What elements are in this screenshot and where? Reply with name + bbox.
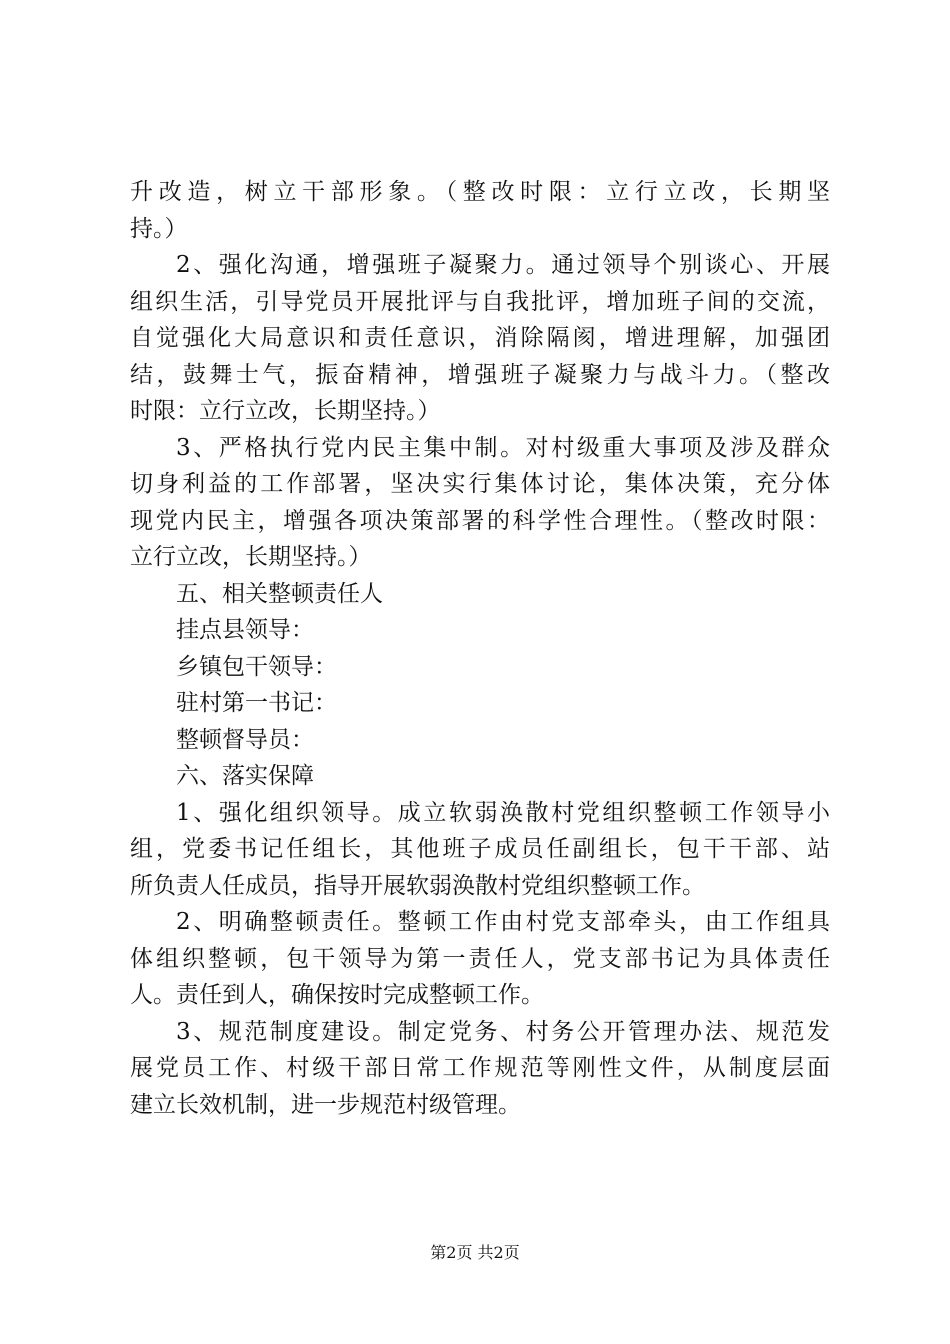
- text-line: 2、强化沟通，增强班子凝聚力。通过领导个别谈心、开展: [176, 252, 830, 278]
- document-body: [130, 174, 830, 1123]
- text-line: 组织生活，引导党员开展批评与自我批评，增加班子间的交流，: [130, 288, 830, 315]
- text-line: 建立长效机制，进一步规范村级管理。: [130, 1091, 521, 1118]
- text-line: 3、严格执行党内民主集中制。对村级重大事项及涉及群众: [176, 434, 830, 461]
- text-line: 升改造，树立干部形象。（整改时限：立行立改，长期坚: [130, 179, 830, 205]
- text-line: 六、落实保障: [176, 763, 314, 789]
- text-line: 乡镇包干领导：: [176, 653, 337, 680]
- text-line: 3、规范制度建设。制定党务、村务公开管理办法、规范发: [176, 1018, 830, 1045]
- text-line: 立行立改，长期坚持。）: [130, 544, 372, 570]
- text-line: 体组织整顿，包干领导为第一责任人，党支部书记为具体责任: [130, 945, 830, 972]
- text-line: 组，党委书记任组长，其他班子成员任副组长，包干干部、站: [130, 836, 830, 862]
- text-line: 人。责任到人，确保按时完成整顿工作。: [130, 982, 544, 1008]
- text-line: 自觉强化大局意识和责任意识，消除隔阂，增进理解，加强团: [130, 325, 830, 351]
- text-line: 展党员工作、村级干部日常工作规范等刚性文件，从制度层面: [130, 1055, 830, 1081]
- text-line: 切身利益的工作部署，坚决实行集体讨论，集体决策，充分体: [130, 471, 830, 497]
- text-line: 时限：立行立改，长期坚持。）: [130, 398, 441, 424]
- text-line: 2、明确整顿责任。整顿工作由村党支部牵头，由工作组具: [176, 909, 830, 935]
- text-line: 现党内民主，增强各项决策部署的科学性合理性。（整改时限：: [130, 507, 830, 534]
- text-line: 1、强化组织领导。成立软弱涣散村党组织整顿工作领导小: [176, 799, 830, 826]
- page-footer: 第2页 共2页: [430, 1243, 520, 1262]
- text-line: 驻村第一书记：: [176, 690, 337, 716]
- text-line: 挂点县领导：: [176, 617, 314, 643]
- text-line: 持。）: [130, 215, 188, 242]
- text-line: 所负责人任成员，指导开展软弱涣散村党组织整顿工作。: [130, 872, 705, 899]
- text-line: 结，鼓舞士气，振奋精神，增强班子凝聚力与战斗力。（整改: [130, 361, 830, 388]
- text-line: 整顿督导员：: [176, 726, 314, 753]
- text-line: 五、相关整顿责任人: [176, 580, 383, 607]
